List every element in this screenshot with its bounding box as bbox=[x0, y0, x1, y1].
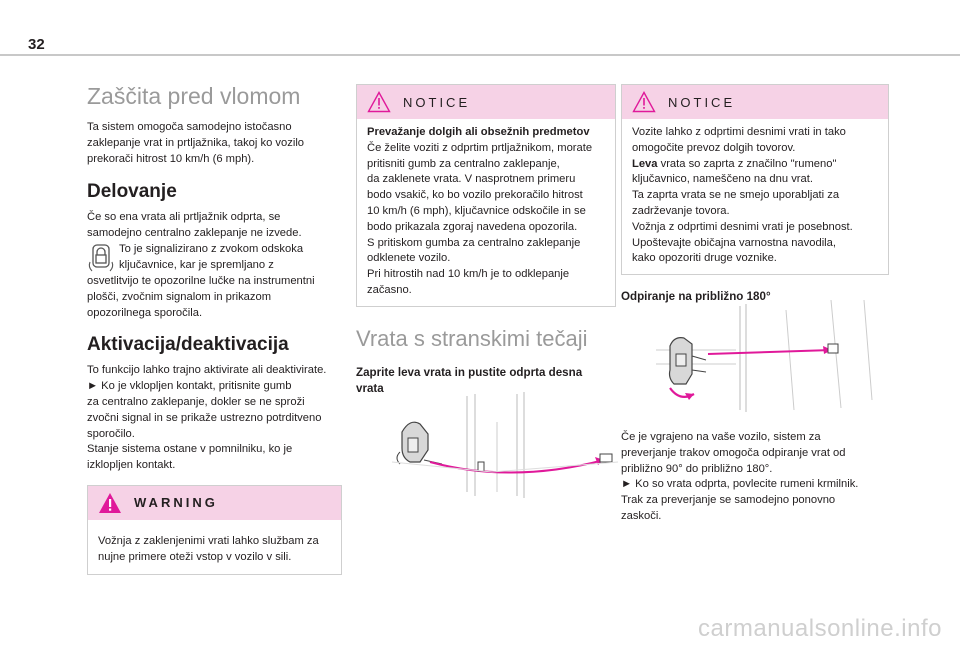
delovanje-cont-1: osvetlitvijo te opozorilne lučke na instrumentni bbox=[87, 274, 315, 287]
notice-1-line-3: da zaklenete vrata. V nasprotnem primeru bbox=[367, 173, 576, 186]
aktiv-line-2: ► Ko je vklopljen kontakt, pritisnite gumb bbox=[87, 380, 292, 393]
aktiv-line-3: za centralno zaklepanje, dokler se ne sproži bbox=[87, 395, 305, 408]
section-title-vrata: Vrata s stranskimi tečaji bbox=[356, 325, 588, 351]
notice-box-2 bbox=[621, 84, 889, 275]
heading-aktivacija: Aktivacija/deaktivacija bbox=[87, 334, 289, 356]
notice-1-line-1: Če želite voziti z odprtim prtljažnikom, morate bbox=[367, 141, 593, 154]
leva-bold: Leva bbox=[632, 157, 658, 170]
heading-odpiranje: Odpiranje na približno 180° bbox=[621, 290, 771, 304]
column-3-body bbox=[621, 430, 889, 525]
notice-label-2: NOTICE bbox=[668, 94, 736, 110]
notice-1-line-6: bodo prikazala zgoraj navedena opozorila. bbox=[367, 220, 578, 233]
heading-delovanje: Delovanje bbox=[87, 181, 177, 203]
warning-label: WARNING bbox=[134, 495, 218, 511]
warning-box bbox=[87, 485, 342, 575]
aktiv-line-4: zvočni signal in se prikaže ustrezno potrditveno bbox=[87, 411, 322, 424]
notice-2-line-4: ključavnico, nameščeno na dnu vrat. bbox=[632, 173, 813, 186]
warning-triangle-icon bbox=[98, 492, 122, 514]
notice-2-line-2: omogočite prevoz dolgih tovorov. bbox=[632, 141, 796, 154]
notice-1-line-9: Pri hitrostih nad 10 km/h je to odklepanje bbox=[367, 268, 570, 281]
warning-line-1: Vožnja z zaklenjenimi vrati lahko službam za bbox=[98, 534, 319, 547]
warning-line-2: nujne primere oteži vstop v vozilo v sili. bbox=[98, 550, 292, 563]
delovanje-icon-line-2: ključavnice, kar je spremljano z bbox=[119, 258, 274, 271]
section-title-zascita: Zaščita pred vlomom bbox=[87, 83, 301, 109]
body-line-4: ► Ko so vrata odprta, povlecite rumeni krmilnik. bbox=[621, 478, 859, 491]
intro-line-1: Ta sistem omogoča samodejno istočasno bbox=[87, 121, 292, 133]
notice-2-line-9: kako opozoriti druge voznike. bbox=[632, 252, 777, 265]
delovanje-icon-line-1: To je signalizirano z zvokom odskoka bbox=[119, 242, 304, 255]
notice-box-1 bbox=[356, 84, 616, 307]
leva-rest: vrata so zaprta z značilno "rumeno" bbox=[657, 157, 837, 170]
notice-2-line-8: Upoštevajte običajna varnostna navodila, bbox=[632, 236, 836, 249]
top-divider bbox=[0, 54, 960, 56]
aktiv-line-6: Stanje sistema ostane v pomnilniku, ko je bbox=[87, 443, 293, 456]
notice-label-1: NOTICE bbox=[403, 94, 471, 110]
column-1 bbox=[87, 82, 342, 575]
notice-1-line-5: 10 km/h (6 mph), ključavnice odskočile in se bbox=[367, 204, 586, 217]
aktiv-line-7: izklopljen kontakt. bbox=[87, 459, 176, 472]
notice-header-1 bbox=[357, 85, 615, 119]
delovanje-cont-2: plošči, zvočnim signalom in prikazom bbox=[87, 290, 272, 303]
notice-2-line-5: Ta zaprta vrata se ne smejo uporabljati za bbox=[632, 189, 840, 202]
notice-triangle-icon bbox=[367, 91, 391, 113]
page-number: 32 bbox=[28, 36, 45, 53]
body-line-1: Če je vgrajeno na vaše vozilo, sistem za bbox=[621, 431, 821, 443]
column-2 bbox=[356, 84, 616, 396]
notice-triangle-icon-2 bbox=[632, 91, 656, 113]
delovanje-line-1: Če so ena vrata ali prtljažnik odprta, se bbox=[87, 211, 281, 224]
notice-1-line-10: začasno. bbox=[367, 283, 412, 296]
notice-1-line-8: odklenete vozilo. bbox=[367, 252, 451, 265]
column-3 bbox=[621, 84, 889, 305]
body-line-6: zaskoči. bbox=[621, 509, 662, 522]
aktiv-line-5: sporočilo. bbox=[87, 427, 135, 440]
notice-1-line-4: bodo vsakič, ko bo vozilo prekoračilo hitrost bbox=[367, 189, 583, 202]
body-line-3: približno 90° do približno 180°. bbox=[621, 462, 773, 475]
warning-header bbox=[88, 486, 341, 520]
intro-line-2: zaklepanje vrat in prtljažnika, takoj ko vozilo bbox=[87, 136, 305, 149]
intro-line-3: prekorači hitrost 10 km/h (6 mph). bbox=[87, 152, 255, 165]
delovanje-cont-3: opozorilnega sporočila. bbox=[87, 306, 203, 319]
vrata-heading-1: Zaprite leva vrata in pustite odprta desna bbox=[356, 365, 583, 379]
door-check-strap-illustration bbox=[636, 300, 886, 414]
lock-warning-icon bbox=[87, 242, 115, 274]
notice-2-line-7: Vožnja z odprtimi desnimi vrati je posebnost. bbox=[632, 220, 853, 233]
vrata-heading-2: vrata bbox=[356, 381, 384, 395]
notice-1-line-2: pritisniti gumb za centralno zaklepanje, bbox=[367, 157, 560, 170]
aktiv-line-1: To funkcijo lahko trajno aktivirate ali deaktivirate. bbox=[87, 364, 327, 377]
notice-1-line-7: S pritiskom gumba za centralno zaklepanje bbox=[367, 236, 581, 249]
notice-header-2 bbox=[622, 85, 888, 119]
door-lock-illustration-1 bbox=[372, 392, 618, 500]
body-line-5: Trak za preverjanje se samodejno ponovno bbox=[621, 494, 836, 507]
delovanje-line-2: samodejno centralno zaklepanje ne izvede. bbox=[87, 227, 302, 240]
notice-1-bold: Prevažanje dolgih ali obsežnih predmetov bbox=[367, 126, 590, 138]
notice-2-line-6: zadrževanje tovora. bbox=[632, 204, 730, 217]
notice-2-leva-line bbox=[632, 157, 878, 173]
watermark: carmanualsonline.info bbox=[698, 615, 942, 642]
body-line-2: preverjanje trakov omogoča odpiranje vrat od bbox=[621, 446, 846, 459]
notice-2-line-1: Vozite lahko z odprtimi desnimi vrati in tako bbox=[632, 126, 846, 138]
